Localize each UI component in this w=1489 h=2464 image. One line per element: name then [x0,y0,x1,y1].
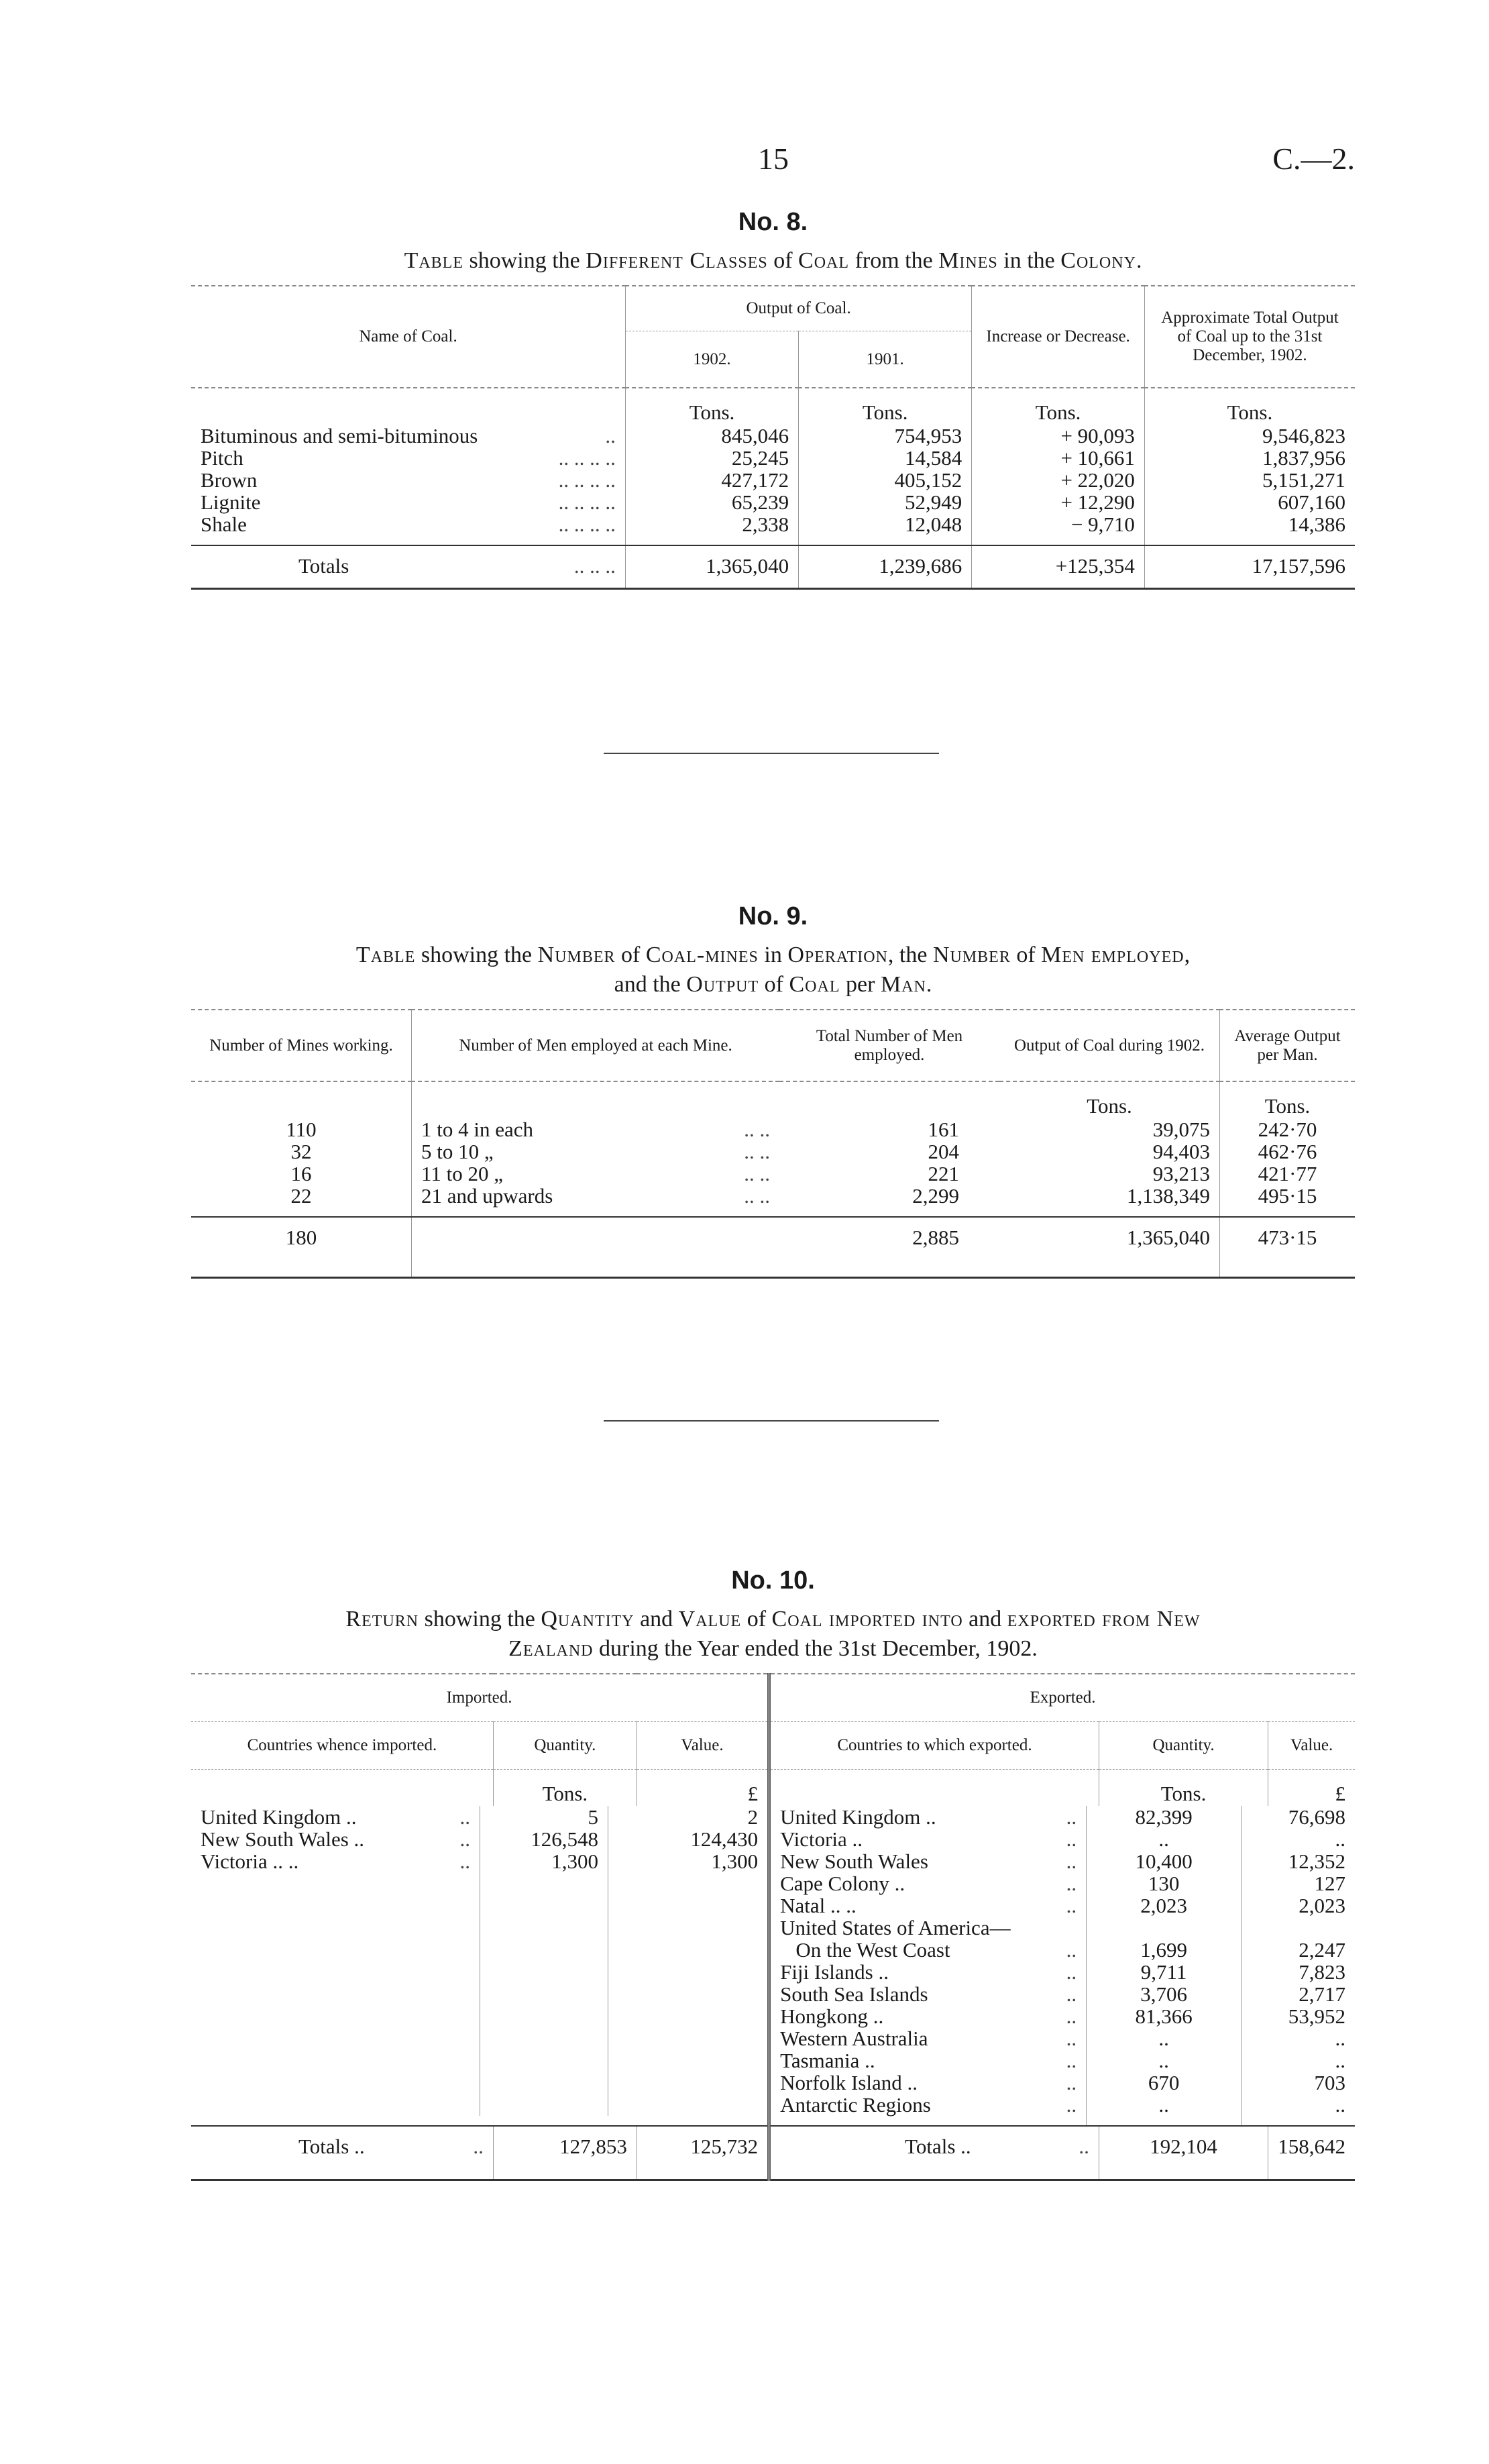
output-1902: 1,138,349 [1127,1184,1210,1208]
caption-word: of [759,972,789,997]
total-men: 2,299 [912,1184,959,1208]
caption-word: Quantity [541,1607,635,1631]
caption-word: of [741,1607,772,1631]
total-approx: 17,157,596 [1144,545,1355,589]
export-qty: 130 [1087,1872,1242,1894]
unit-spacer [191,388,625,425]
total-avg: 473·15 [1220,1217,1356,1278]
caption-word: showing the [463,248,586,273]
import-qty: 1,300 [480,1850,608,1872]
caption-word: showing the [415,943,538,967]
leader-dots: .. [1066,1960,1077,1984]
leader-dots: .. [1066,2027,1077,2050]
leader-dots: .. [1066,1872,1077,1895]
export-val: .. [1242,2094,1355,2125]
approx-total: 5,151,271 [1144,469,1355,491]
unit-spacer [779,1081,999,1118]
country-name: Natal .. .. [780,1894,857,1917]
spacer [191,1872,480,2116]
caption-word: , [1184,943,1191,967]
caption-word: and [634,1607,679,1631]
mines-count: 22 [290,1184,312,1208]
col-header-export-country: Countries to which exported. [769,1722,1099,1770]
leader-dots: .. .. [744,1162,770,1185]
leader-dots: .. [1066,1850,1077,1873]
leader-dots: .. .. [744,1118,770,1141]
men-range: 11 to 20 „ [421,1162,503,1185]
country-name: Norfolk Island .. [780,2071,918,2094]
caption-word: Man [880,972,926,997]
table-row [771,1872,1355,1894]
change-sign: + [1060,446,1072,470]
col-header-change: Increase or Decrease. [972,286,1145,388]
leader-dots: .. [459,1827,470,1851]
coal-name: Brown [201,468,258,492]
import-qty: 126,548 [480,1828,608,1850]
totals-row [191,545,1355,589]
country-name: Victoria .. [780,1827,863,1851]
leader-dots: .. [1066,1982,1077,2006]
caption-word: of [615,943,646,967]
totals-row [191,1217,1355,1278]
caption-word: during the Year ended the 31st December, 1902. [593,1636,1038,1661]
table-9-caption [191,941,1355,1000]
country-name: Fiji Islands .. [780,1960,889,1984]
change-sign: + [1060,490,1072,514]
caption-word: from the [849,248,939,273]
change-value: 12,290 [1077,490,1135,514]
caption-word: Men employed [1041,943,1184,967]
avg-output: 495·15 [1220,1185,1356,1217]
output-1902: 427,172 [625,469,798,491]
export-val: 703 [1242,2072,1355,2094]
section-table-8 [191,208,1355,590]
export-val: 7,823 [1242,1961,1355,1983]
total-men: 161 [928,1118,959,1141]
mines-count: 110 [286,1118,317,1141]
export-total-val: 158,642 [1268,2126,1355,2180]
unit-label: Tons. [972,388,1145,425]
leader-dots: .. .. .. .. [558,513,616,536]
coal-name: Lignite [201,490,261,514]
coal-name: Pitch [201,446,243,470]
output-1901: 52,949 [799,491,972,513]
caption-word: exported from New [1007,1607,1201,1631]
totals-label: Totals .. [298,2135,365,2158]
export-qty: .. [1087,2027,1242,2049]
export-qty: .. [1087,2094,1242,2125]
caption-word: Zealand [508,1636,594,1661]
unit-spacer [769,1770,1099,1807]
unit-label: Tons. [1099,1770,1268,1807]
unit-label: Tons. [799,388,972,425]
unit-label: Tons. [1220,1081,1356,1118]
export-val: 12,352 [1242,1850,1355,1872]
import-val: 1,300 [608,1850,768,1872]
leader-dots: .. .. .. .. [558,468,616,492]
mines-count: 16 [290,1162,312,1185]
table-spacer-row [191,1872,767,2116]
caption-word: and the [614,972,687,997]
avg-output: 421·77 [1220,1163,1356,1185]
output-1902: 93,213 [1152,1162,1210,1185]
leader-dots: .. [459,1805,470,1829]
leader-dots: .. [1066,1938,1077,1962]
export-qty: 1,699 [1087,1939,1242,1961]
export-qty: 9,711 [1087,1961,1242,1983]
approx-total: 9,546,823 [1144,425,1355,447]
change-value: 22,020 [1077,468,1135,492]
country-name: United Kingdom .. [780,1805,936,1829]
section-table-10 [191,1566,1355,2181]
table-row [191,469,1355,491]
col-header-export-val: Value. [1268,1722,1355,1770]
country-name: New South Wales [780,1850,928,1873]
unit-label: £ [1268,1770,1355,1807]
approx-total: 607,160 [1144,491,1355,513]
col-header-output: Output of Coal during 1902. [1013,1036,1205,1055]
col-header-import-val: Value. [637,1722,769,1770]
table-row [771,2094,1355,2125]
total-men: 204 [928,1140,959,1163]
table-row [771,1939,1355,1961]
section-divider [604,753,939,754]
col-header-export-qty: Quantity. [1099,1722,1268,1770]
import-total-val: 125,732 [637,2126,769,2180]
export-val: .. [1242,1828,1355,1850]
table-row [771,1917,1355,1939]
total-change: +125,354 [972,545,1145,589]
totals-label: Totals .. [905,2135,971,2158]
country-name: Cape Colony .. [780,1872,905,1895]
caption-word: Operation [787,943,888,967]
export-qty [1087,1917,1242,1939]
export-val: .. [1242,2027,1355,2049]
table-row [191,1850,767,1872]
output-1901: 14,584 [799,447,972,469]
leader-dots: .. .. [744,1184,770,1208]
spacer [608,1872,768,2116]
caption-word: Return [345,1607,419,1631]
output-1902: 845,046 [625,425,798,447]
leader-dots: .. [1066,2004,1077,2028]
import-val: 2 [608,1806,768,1828]
approx-total: 1,837,956 [1144,447,1355,469]
export-val: 2,247 [1242,1939,1355,1961]
export-val: 76,698 [1242,1806,1355,1828]
col-header-name: Name of Coal. [359,327,457,345]
section-divider [604,1420,939,1422]
change-sign: − [1070,513,1083,536]
total-mines: 180 [191,1217,412,1278]
table-row [191,1140,1355,1163]
coal-name: Shale [201,513,247,536]
total-1902: 1,365,040 [625,545,798,589]
table-row [191,491,1355,513]
page-number: 15 [758,142,789,176]
table-row [771,1850,1355,1872]
table-row [771,1806,1355,1828]
table-row [771,1828,1355,1850]
spacer [480,1872,608,2116]
coal-name: Bituminous and semi-bituminous [201,424,478,447]
leader-dots: .. [605,424,616,447]
output-1901: 405,152 [799,469,972,491]
unit-label: Tons. [1144,388,1355,425]
leader-dots: .. [1066,1805,1077,1829]
caption-word: of [1010,943,1042,967]
caption-word: and [962,1607,1007,1631]
caption-word: per [840,972,881,997]
col-header-men-each: Number of Men employed at each Mine. [412,1010,780,1081]
table-row [191,1163,1355,1185]
exported-heading: Exported. [769,1674,1355,1722]
export-val: 53,952 [1242,2005,1355,2027]
country-name: United States of America— [780,1916,1011,1939]
caption-word: Colony [1060,248,1136,273]
caption-word: Table [404,248,463,273]
output-1901: 12,048 [799,513,972,545]
export-qty: 82,399 [1087,1806,1242,1828]
unit-spacer [191,1081,412,1118]
caption-word: , the [887,943,933,967]
table-10 [191,1673,1355,2181]
caption-word: Number [932,943,1011,967]
change-value: 90,093 [1077,424,1135,447]
export-val: 2,023 [1242,1894,1355,1917]
change-value: 9,710 [1088,513,1135,536]
caption-word: in the [997,248,1061,273]
caption-word: Table [355,943,416,967]
caption-word: in [758,943,788,967]
export-val: 127 [1242,1872,1355,1894]
table-row [191,1185,1355,1217]
export-qty: 81,366 [1087,2005,1242,2027]
table-8-number: No. 8. [738,208,808,236]
table-row [191,1806,767,1828]
change-value: 10,661 [1077,446,1135,470]
exported-rows [771,1806,1355,2125]
table-row [771,1983,1355,2005]
export-qty: .. [1087,1828,1242,1850]
caption-word: Coal-mines [645,943,759,967]
output-1902: 94,403 [1152,1140,1210,1163]
export-val: 2,717 [1242,1983,1355,2005]
imported-rows [191,1806,767,2116]
section-table-9 [191,902,1355,1279]
country-name: Western Australia [780,2027,928,2050]
output-1902: 65,239 [625,491,798,513]
import-val: 124,430 [608,1828,768,1850]
export-val: .. [1242,2049,1355,2072]
total-men: 221 [928,1162,959,1185]
approx-total: 14,386 [1144,513,1355,545]
document-code: C.—2. [1272,142,1355,176]
caption-word: Coal [798,248,850,273]
export-qty: 670 [1087,2072,1242,2094]
table-8 [191,285,1355,590]
col-header-total-men: Total Number of Men employed. [816,1026,963,1064]
country-name: Hongkong .. [780,2004,884,2028]
men-range: 1 to 4 in each [421,1118,534,1141]
caption-word: Coal [789,972,840,997]
col-header-1902: 1902. [625,331,798,388]
leader-dots: .. [1066,2071,1077,2094]
caption-word: Value [678,1607,742,1631]
col-header-import-country: Countries whence imported. [247,1736,437,1754]
table-row [191,1828,767,1850]
table-row [191,425,1355,447]
total-output: 1,365,040 [999,1217,1220,1278]
leader-dots: .. .. .. .. [558,446,616,470]
output-1902: 25,245 [625,447,798,469]
output-1902: 39,075 [1152,1118,1210,1141]
table-row [771,2072,1355,2094]
caption-word: Output [686,972,759,997]
unit-label: Tons. [1087,1094,1132,1118]
table-8-caption [191,246,1355,276]
country-name: Antarctic Regions [780,2093,931,2117]
unit-label: Tons. [493,1770,637,1807]
totals-row [191,2126,1355,2180]
total-1901: 1,239,686 [799,545,972,589]
table-row [771,1961,1355,1983]
table-9-number: No. 9. [738,902,808,930]
col-header-mines: Number of Mines working. [209,1036,393,1055]
caption-word: Different Classes [586,248,768,273]
export-qty: 3,706 [1087,1983,1242,2005]
avg-output: 242·70 [1220,1118,1356,1140]
export-qty: 2,023 [1087,1894,1242,1917]
country-name: New South Wales .. [201,1827,365,1851]
col-header-1901: 1901. [799,331,972,388]
caption-word: showing the [419,1607,541,1631]
exported-body [769,1806,1355,2126]
table-row [771,1894,1355,1917]
col-header-output: Output of Coal. [625,286,971,331]
leader-dots: .. [473,2135,484,2158]
export-qty: .. [1087,2049,1242,2072]
total-men-sum: 2,885 [779,1217,999,1278]
unit-label: Tons. [625,388,798,425]
export-total-qty: 192,104 [1099,2126,1268,2180]
country-name: United Kingdom .. [201,1805,357,1829]
table-row [191,1118,1355,1140]
unit-spacer [412,1081,780,1118]
output-1902: 2,338 [625,513,798,545]
table-10-caption [191,1605,1355,1664]
caption-word: of [767,248,799,273]
table-row [771,2049,1355,2072]
leader-dots: .. .. .. .. [558,490,616,514]
country-name: South Sea Islands [780,1982,928,2006]
imported-body [191,1806,769,2126]
table-row [191,447,1355,469]
caption-word: Number [537,943,616,967]
export-qty: 10,400 [1087,1850,1242,1872]
output-1901: 754,953 [799,425,972,447]
change-sign: + [1060,468,1072,492]
change-sign: + [1060,424,1072,447]
table-row [191,513,1355,545]
caption-word: . [1136,248,1142,273]
mines-count: 32 [290,1140,312,1163]
leader-dots: .. .. .. [573,554,616,578]
leader-dots: .. [1066,2093,1077,2117]
country-name: On the West Coast [780,1938,950,1962]
table-row [771,2005,1355,2027]
col-header-avg: Average Output per Man. [1220,1010,1356,1081]
men-range: 21 and upwards [421,1184,553,1208]
total-spacer [412,1217,780,1278]
totals-label: Totals [298,554,349,578]
table-row [771,2027,1355,2049]
export-val [1242,1917,1355,1939]
leader-dots: .. [459,1850,470,1873]
unit-label: £ [637,1770,769,1807]
leader-dots: .. [1066,1894,1077,1917]
unit-spacer [191,1770,493,1807]
import-total-qty: 127,853 [493,2126,637,2180]
avg-output: 462·76 [1220,1140,1356,1163]
leader-dots: .. [1066,2049,1077,2072]
table-10-number: No. 10. [731,1566,815,1595]
col-header-import-qty: Quantity. [493,1722,637,1770]
col-header-approx: Approximate Total Output of Coal up to the 31st December, 1902. [1144,286,1355,388]
leader-dots: .. [1066,1827,1077,1851]
import-qty: 5 [480,1806,608,1828]
caption-word: Coal imported into [771,1607,963,1631]
caption-word: Mines [938,248,998,273]
leader-dots: .. [1079,2135,1089,2158]
leader-dots: .. .. [744,1140,770,1163]
country-name: Tasmania .. [780,2049,875,2072]
men-range: 5 to 10 „ [421,1140,494,1163]
caption-word: . [926,972,932,997]
country-name: Victoria .. .. [201,1850,299,1873]
table-9 [191,1009,1355,1279]
imported-heading: Imported. [191,1674,769,1722]
